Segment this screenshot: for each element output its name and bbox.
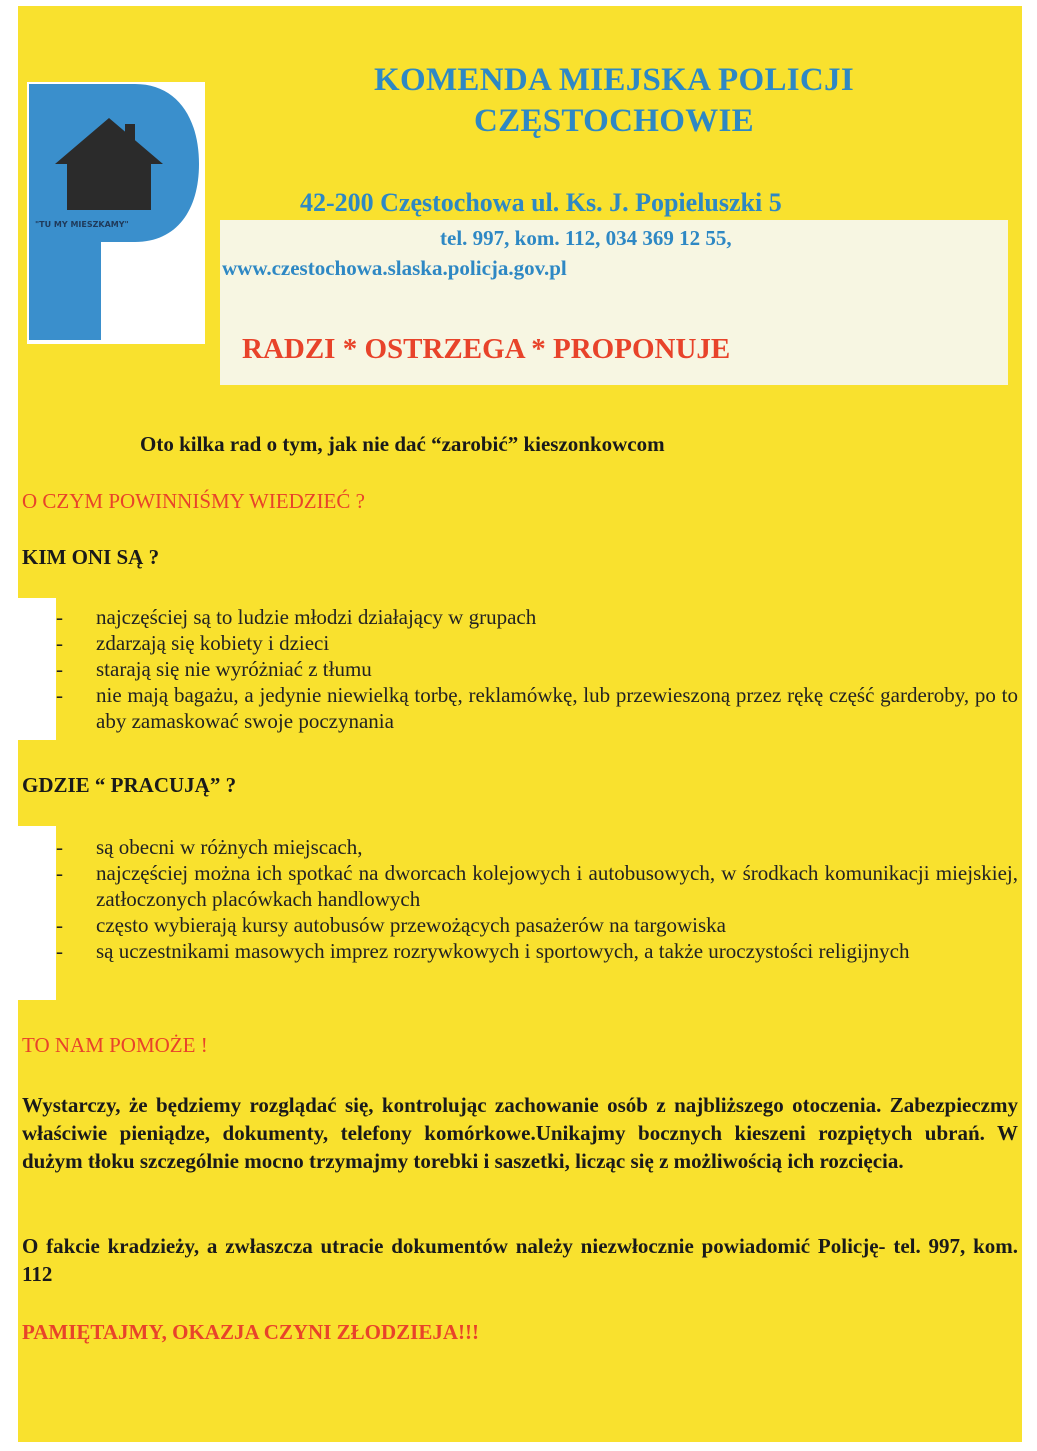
logo-caption: "TU MY MIESZKAMY" bbox=[35, 220, 129, 229]
closing-slogan: PAMIĘTAJMY, OKAZJA CZYNI ZŁODZIEJA!!! bbox=[22, 1320, 479, 1344]
where-list bbox=[56, 834, 1018, 964]
advice-paragraph: Wystarczy, że będziemy rozglądać się, kontrolując zachowanie osób z najbliższego otoczenia. Zabezpieczmy właściwie pieniądze, dokumenty, telefony komórkowe.Unikajmy bocznych kieszeni rozpiętych ubrań. W dużym tłoku szczególnie mocno trzymajmy torebki i saszetki, licząc się z możliwością ich rozcięcia. bbox=[22, 1093, 1018, 1173]
list-item: - są uczestnikami masowych imprez rozrywkowych i sportowych, a także uroczystości religijnych bbox=[56, 939, 910, 963]
address: 42-200 Częstochowa ul. Ks. J. Popieluszki 5 bbox=[300, 188, 782, 217]
section-heading-know: O CZYM POWINNIŚMY WIEDZIEĆ ? bbox=[22, 489, 365, 513]
website-link[interactable]: www.czestochowa.slaska.policja.gov.pl bbox=[222, 256, 567, 280]
heading-where: GDZIE “ PRACUJĄ” ? bbox=[22, 773, 237, 797]
list-item: - często wybierają kursy autobusów przewożących pasażerów na targowiska bbox=[56, 913, 726, 937]
list-item: - nie mają bagażu, a jedynie niewielką torbę, reklamówkę, lub przewieszoną przez rękę część garderoby, po to aby zamaskować swoje poczynania bbox=[56, 683, 1018, 733]
list-item: - zdarzają się kobiety i dzieci bbox=[56, 631, 330, 655]
list-item: - starają się nie wyróżniać z tłumu bbox=[56, 657, 372, 681]
phone-numbers: tel. 997, kom. 112, 034 369 12 55, bbox=[440, 226, 732, 250]
margin-strip bbox=[18, 826, 56, 1000]
org-name: KOMENDA MIEJSKA POLICJI bbox=[374, 62, 854, 98]
section-heading-help: TO NAM POMOŻE ! bbox=[22, 1033, 208, 1057]
list-item: - najczęściej są to ludzie młodzi działający w grupach bbox=[56, 605, 537, 629]
heading-who: KIM ONI SĄ ? bbox=[22, 545, 160, 569]
who-list bbox=[56, 604, 1018, 734]
motto: RADZI * OSTRZEGA * PROPONUJE bbox=[242, 333, 731, 365]
list-item: - najczęściej można ich spotkać na dworcach kolejowych i autobusowych, w środkach komunikacji miejskiej, zatłoczonych placówkach handlowych bbox=[56, 861, 1018, 911]
margin-strip bbox=[18, 598, 56, 740]
org-city: CZĘSTOCHOWIE bbox=[474, 103, 754, 139]
intro-line: Oto kilka rad o tym, jak nie dać “zarobić” kieszonkowcom bbox=[140, 432, 665, 456]
list-item: - są obecni w różnych miejscach, bbox=[56, 835, 363, 859]
police-logo bbox=[27, 82, 205, 344]
report-paragraph: O fakcie kradzieży, a zwłaszcza utracie dokumentów należy niezwłocznie powiadomić Policję- tel. 997, kom. 112 bbox=[22, 1234, 1018, 1286]
